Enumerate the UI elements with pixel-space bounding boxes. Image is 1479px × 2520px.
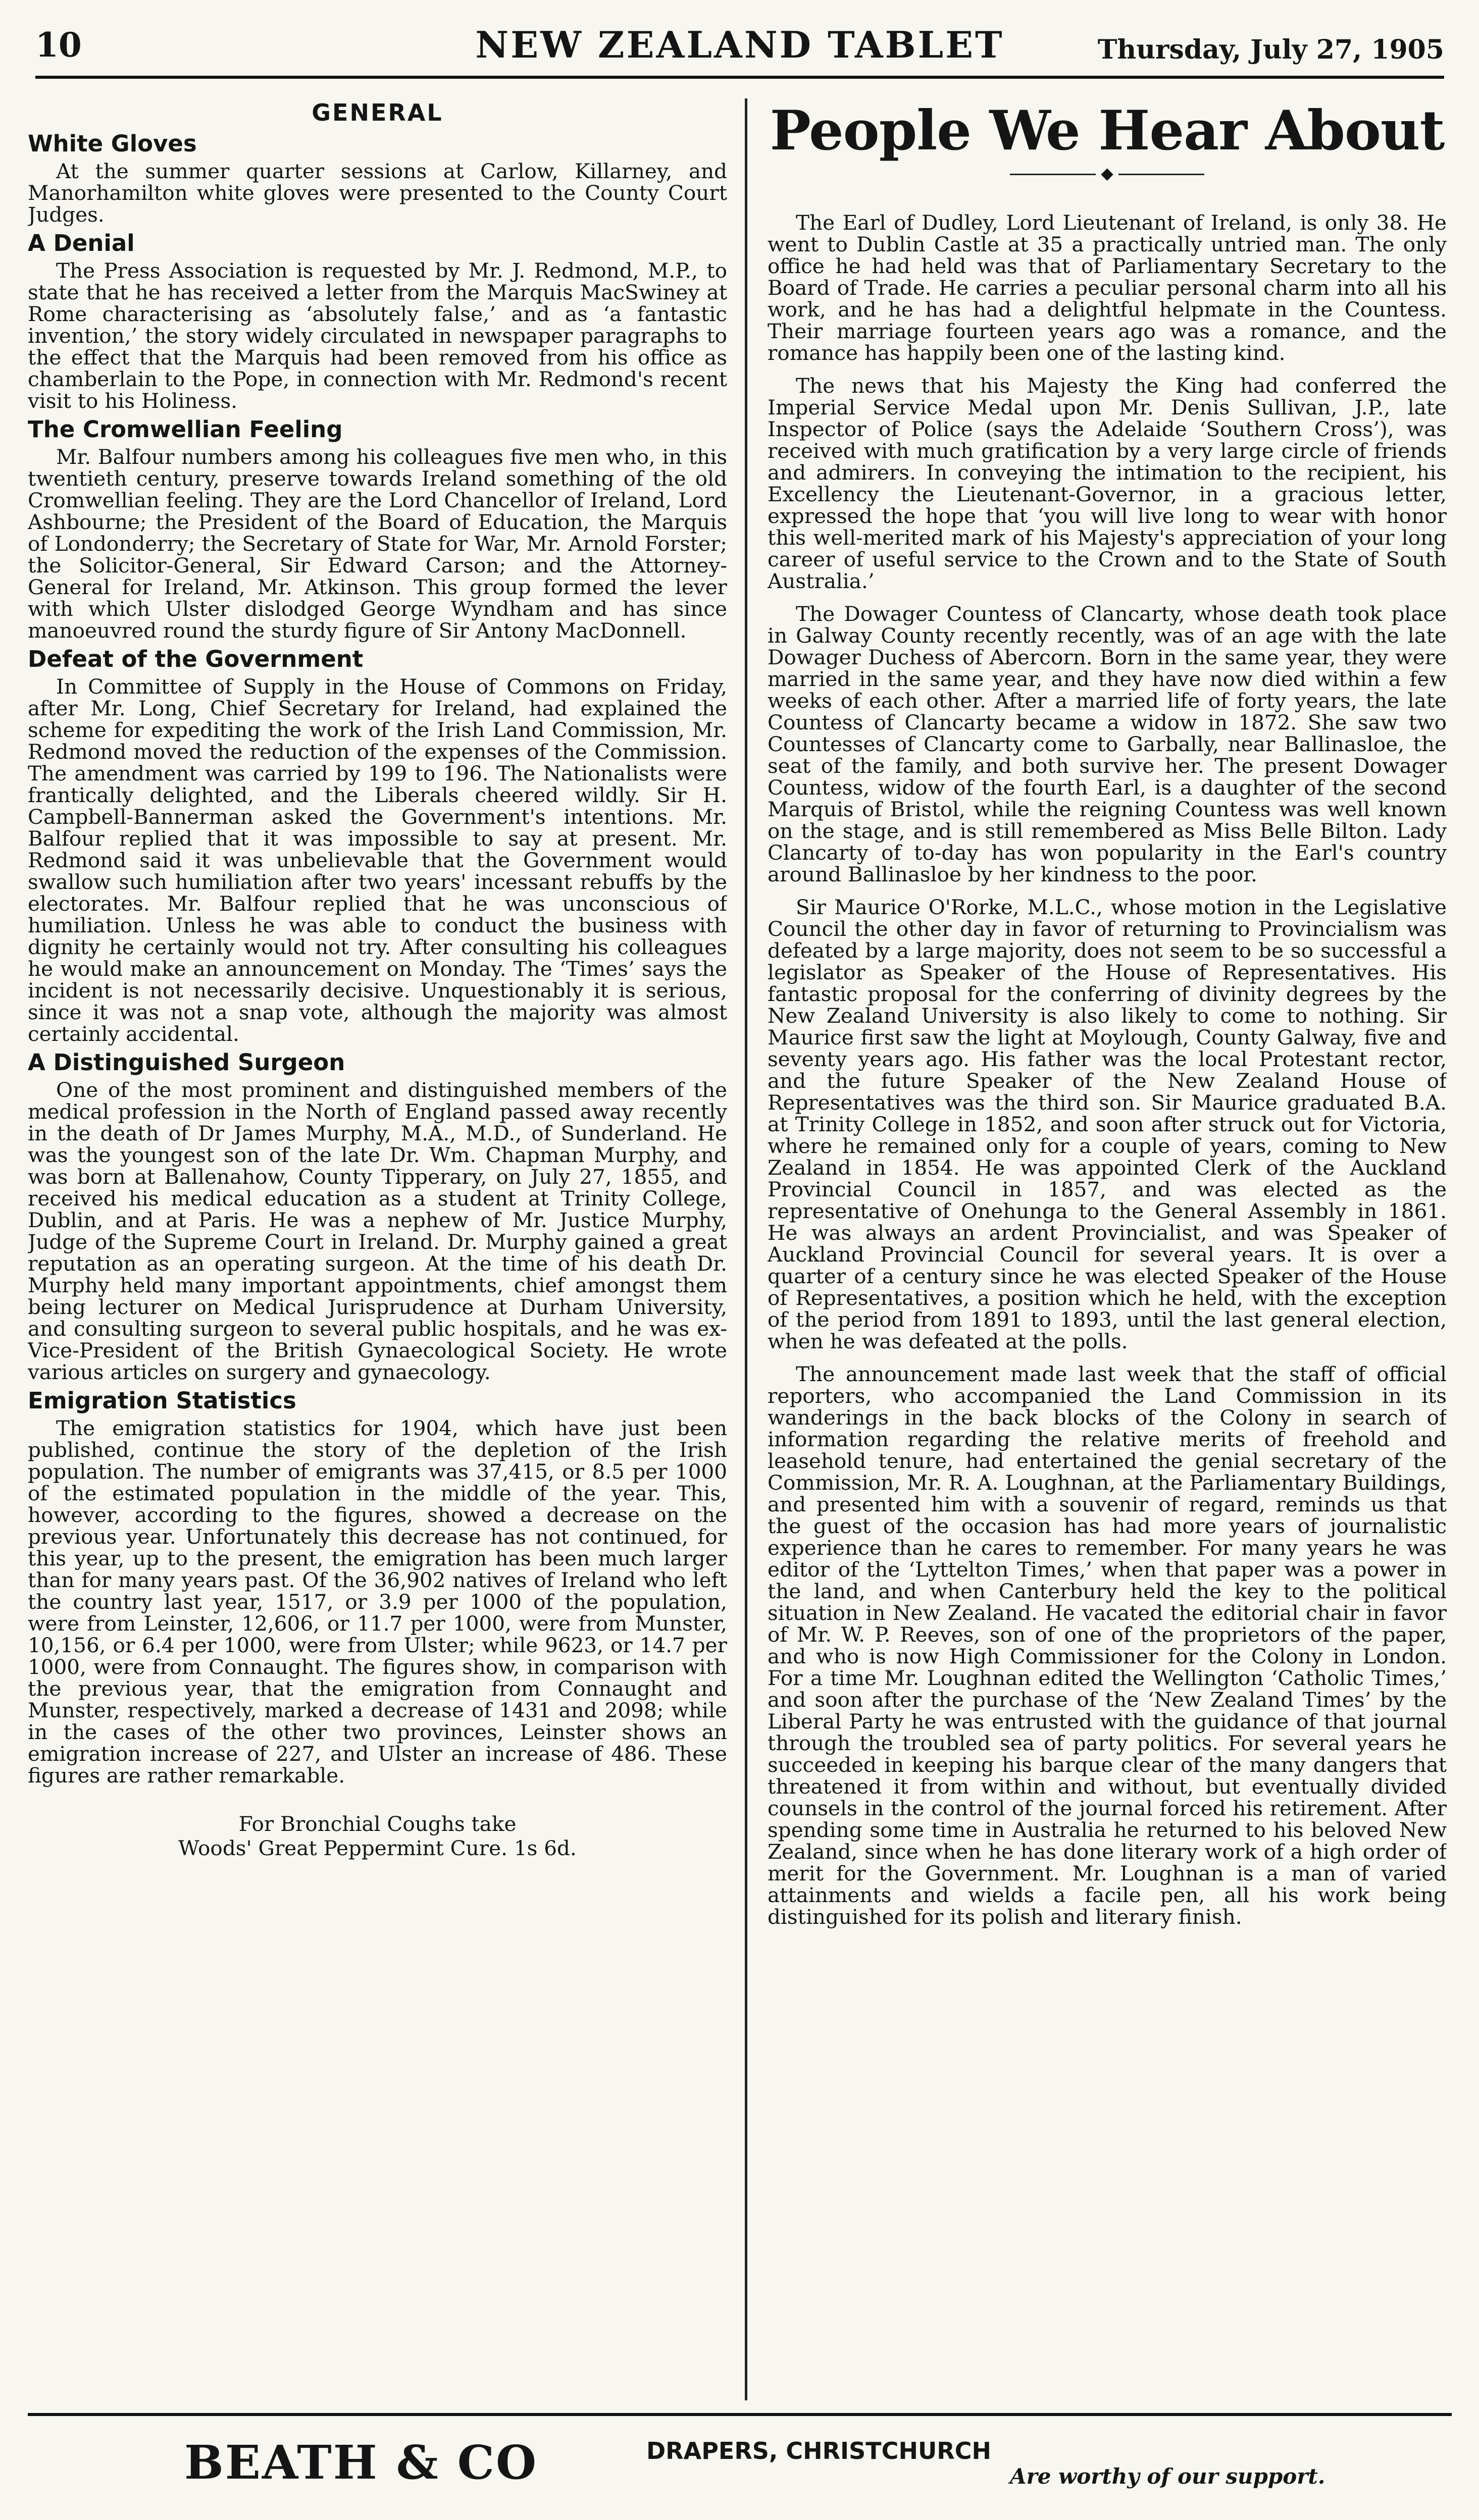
feature-title: People We Hear About <box>770 99 1445 163</box>
section-label: GENERAL <box>312 99 443 126</box>
advert-note <box>28 1812 727 1860</box>
feature-paragraph: The Dowager Countess of Clancarty, whose death took place in Galway County recently recently, was of an age with the late Dowager Duchess of Abercorn. Born in the same year, they were married in the same year, and they have now died within a few weeks of each other. After a married life of forty years, the late Countess of Clancarty became a widow in 1872. She saw two Countesses of Clancarty come to Garbally, near Ballinasloe, the seat of the family, and both survive her. The present Dowager Countess, widow of the fourth Earl, is a daughter of the second Marquis of Bristol, while the reigning Countess was well known on the stage, and is still remembered as Miss Belle Bilton. Lady Clancarty of to-day has won popularity in the Earl's country around Ballinasloe by her kindness to the poor. <box>768 602 1447 886</box>
advertiser-name: BEATH & CO <box>184 2435 538 2490</box>
masthead <box>35 20 1444 79</box>
title-ornament <box>768 164 1447 183</box>
diamond-icon: ◆ <box>1101 164 1113 183</box>
advert-line: Woods' Great Peppermint Cure. 1s 6d. <box>178 1836 577 1860</box>
article-heading: The Cromwellian Feeling <box>28 416 343 443</box>
page-number: 10 <box>35 25 82 65</box>
article-paragraph: The emigration statistics for 1904, which have just been published, continue the story of the depletion of the Irish population. The number of emigrants was 37,415, or 8.5 per 1000 of the estimated population in the middle of the year. This, however, according to the figures, showed a decrease on the previous year. Unfortunately this decrease has not continued, for this year, up to the present, the emigration has been much larger than for many years past. Of the 36,902 natives of Ireland who left the country last year, 1517, or 3.9 per 1000 of the population, were from Leinster, 12,606, or 11.7 per 1000, were from Munster, 10,156, or 6.4 per 1000, were from Ulster; while 9623, or 14.7 per 1000, were from Connaught. The figures show, in comparison with the previous year, that the emigration from Connaught and Munster, respectively, marked a decrease of 1431 and 2098; while in the cases of the other two provinces, Leinster shows an emigration increase of 227, and Ulster an increase of 486. These figures are rather remarkable. <box>28 1416 727 1788</box>
article-heading: A Distinguished Surgeon <box>28 1049 345 1076</box>
paper-name: NEW ZEALAND TABLET <box>475 23 1004 66</box>
issue-date: Thursday, July 27, 1905 <box>1097 34 1444 65</box>
feature-paragraph: Sir Maurice O'Rorke, M.L.C., whose motion in the Legislative Council the other day in favor of returning to Provincialism was defeated by a large majority, does not seem to be so successful a legislator as Speaker of the House of Representatives. His fantastic proposal for the conferring of divinity degrees by the New Zealand University is also likely to come to nothing. Sir Maurice first saw the light at Moylough, County Galway, five and seventy years ago. His father was the local Protestant rector, and the future Speaker of the New Zealand House of Representatives was the third son. Sir Maurice graduated B.A. at Trinity College in 1852, and soon after struck out for Victoria, where he remained only for a couple of years, coming to New Zealand in 1854. He was appointed Clerk of the Auckland Provincial Council in 1857, and was elected as the representative of Onehunga to the General Assembly in 1861. He was always an ardent Provincialist, and was Speaker of Auckland Provincial Council for several years. It is over a quarter of a century since he was elected Speaker of the House of Representatives, a position which he held, with the exception of the period from 1891 to 1893, until the last general election, when he was defeated at the polls. <box>768 895 1447 1353</box>
article-heading: Emigration Statistics <box>28 1387 296 1414</box>
article-heading: Defeat of the Government <box>28 646 364 672</box>
feature-paragraph: The news that his Majesty the King had conferred the Imperial Service Medal upon Mr. Denis Sullivan, J.P., late Inspector of Police (says the Adelaide ‘Southern Cross’), was received with much gratification by a very large circle of friends and admirers. In conveying the intimation to the recipient, his Excellency the Lieutenant-Governor, in a gracious letter, expressed the hope that ‘you will live long to wear with honor this well-merited mark of his Majesty's appreciation of your long career of useful service to the Crown and to the State of South Australia.’ <box>768 374 1447 593</box>
advert-line: For Bronchial Coughs take <box>238 1812 517 1836</box>
article-heading: White Gloves <box>28 130 197 157</box>
article-paragraph: Mr. Balfour numbers among his colleagues five men who, in this twentieth century, preserve towards Ireland something of the old Cromwellian feeling. They are the Lord Chancellor of Ireland, Lord Ashbourne; the President of the Board of Education, the Marquis of Londonderry; the Secretary of State for War, Mr. Arnold Forster; the Solicitor-General, Sir Edward Carson; and the Attorney-General for Ireland, Mr. Atkinson. This group formed the lever with which Ulster dislodged George Wyndham and has since manoeuvred round the sturdy figure of Sir Antony MacDonnell. <box>28 445 727 643</box>
article-paragraph: At the summer quarter sessions at Carlow, Killarney, and Manorhamilton white gloves were presented to the County Court Judges. <box>28 159 727 227</box>
article-paragraph: The Press Association is requested by Mr. J. Redmond, M.P., to state that he has received a letter from the Marquis MacSwiney at Rome characterising as ‘absolutely false,’ and as ‘a fantastic invention,’ the story widely circulated in newspaper paragraphs to the effect that the Marquis had been removed from his office as chamberlain to the Pope, in connection with Mr. Redmond's recent visit to his Holiness. <box>28 258 727 413</box>
article-heading: A Denial <box>28 230 135 256</box>
feature-paragraph: The announcement made last week that the staff of official reporters, who accompanied the Land Commission in its wanderings in the back blocks of the Colony in search of information regarding the relative merits of freehold and leasehold tenure, had entertained the genial secretary of the Commission, Mr. R. A. Loughnan, at the Parliamentary Buildings, and presented him with a souvenir of regard, reminds us that the guest of the occasion has had more years of journalistic experience than he cares to remember. For many years he was editor of the ‘Lyttelton Times,’ when that paper was a power in the land, and when Canterbury held the key to the political situation in New Zealand. He vacated the editorial chair in favor of Mr. W. P. Reeves, son of one of the proprietors of the paper, and who is now High Commissioner for the Colony in London. For a time Mr. Loughnan edited the Wellington ‘Catholic Times,’ and soon after the purchase of the ‘New Zealand Times’ by the Liberal Party he was entrusted with the guidance of that journal through the troubled sea of party politics. For several years he succeeded in keeping his barque clear of the many dangers that threatened it from within and without, but eventually divided counsels in the control of the journal forced his retirement. After spending some time in Australia he returned to his beloved New Zealand, since when he has done literary work of a high order of merit for the Government. Mr. Loughnan is a man of varied attainments and wields a facile pen, all his work being distinguished for its polish and literary finish. <box>768 1362 1447 1929</box>
column-divider <box>745 98 747 2400</box>
footer-advert <box>28 2413 1452 2512</box>
feature-paragraph: The Earl of Dudley, Lord Lieutenant of Ireland, is only 38. He went to Dublin Castle at 35 a practically untried man. The only office he had held was that of Parliamentary Secretary to the Board of Trade. He carries a peculiar personal charm into all his work, and he has had a delightful helpmate in the Countess. Their marriage fourteen years ago was a romance, and the romance has happily been one of the lasting kind. <box>768 211 1447 365</box>
article-paragraph: One of the most prominent and distinguished members of the medical profession in the North of England passed away recently in the death of Dr James Murphy, M.A., M.D., of Sunderland. He was the youngest son of the late Dr. Wm. Chapman Murphy, and was born at Ballenahow, County Tipperary, on July 27, 1855, and received his medical education as a student at Trinity College, Dublin, and at Paris. He was a nephew of Mr. Justice Murphy, Judge of the Supreme Court in Ireland. Dr. Murphy gained a great reputation as an operating surgeon. At the time of his death Dr. Murphy held many important appointments, chief amongst them being lecturer on Medical Jurisprudence at Durham University, and consulting surgeon to several public hospitals, and he was ex-Vice-President of the British Gynaecological Society. He wrote various articles on surgery and gynaecology. <box>28 1078 727 1384</box>
right-column <box>768 96 1447 2403</box>
article-paragraph: In Committee of Supply in the House of Commons on Friday, after Mr. Long, Chief Secretary for Ireland, had explained the scheme for expediting the work of the Irish Land Commission, Mr. Redmond moved the reduction of the expenses of the Commission. The amendment was carried by 199 to 196. The Nationalists were frantically delighted, and the Liberals cheered wildly. Sir H. Campbell-Bannerman asked the Government's intentions. Mr. Balfour replied that it was impossible to say at present. Mr. Redmond said it was unbelievable that the Government would swallow such humiliation after two years' incessant rebuffs by the electorates. Mr. Balfour replied that he was unconscious of humiliation. Unless he was able to conduct the business with dignity he certainly would not try. After consulting his colleagues he would make an announcement on Monday. The ‘Times’ says the incident is not necessarily decisive. Unquestionably it is serious, since it was not a snap vote, although the majority was almost certainly accidental. <box>28 674 727 1046</box>
advertiser-subtitle: DRAPERS, CHRISTCHURCH <box>646 2437 991 2464</box>
left-column <box>28 96 727 2403</box>
advertiser-tagline: Are worthy of our support. <box>1010 2464 1325 2489</box>
